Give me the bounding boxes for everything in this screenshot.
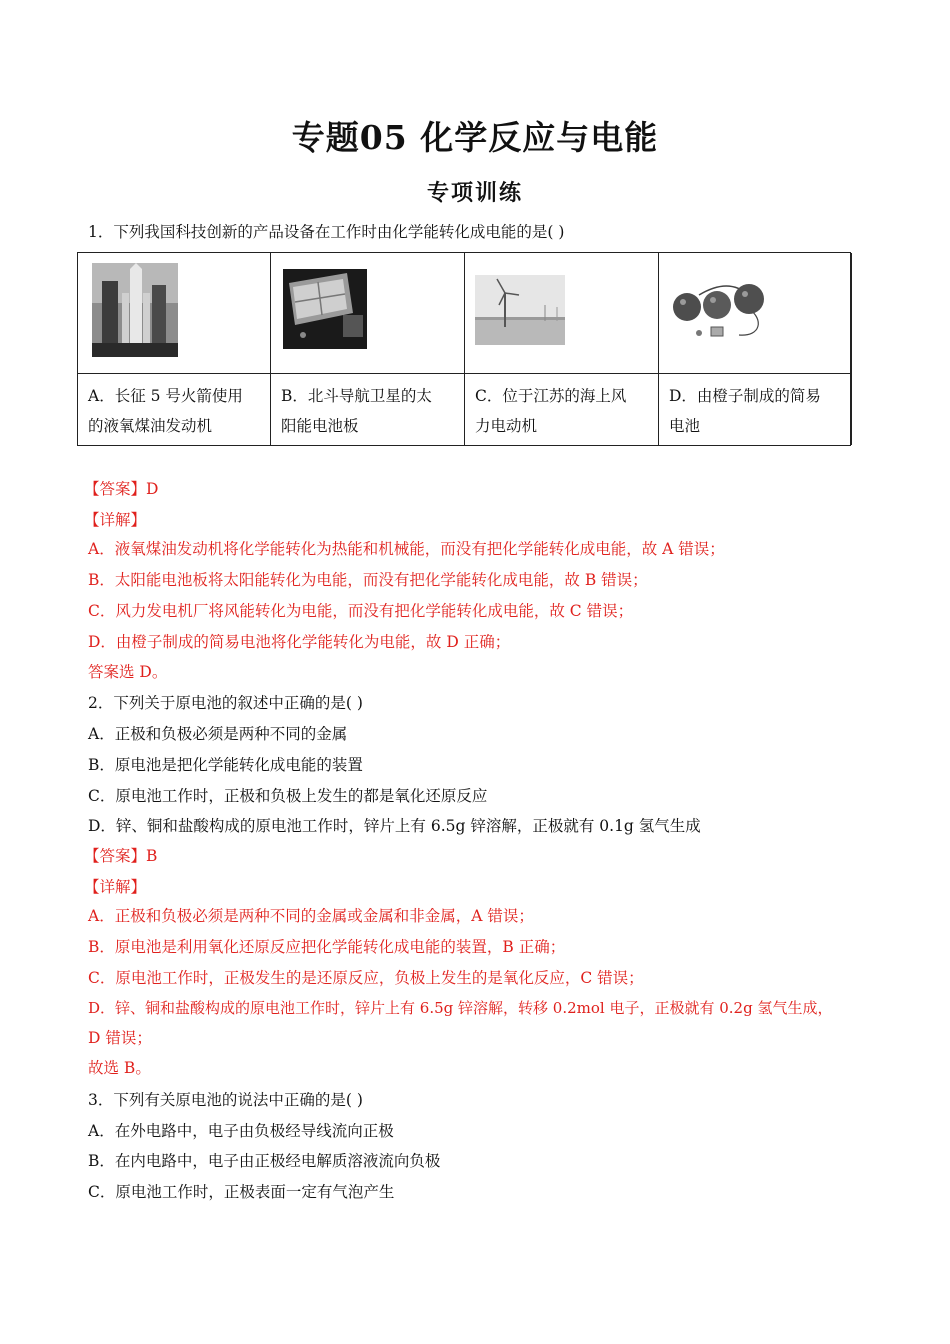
rocket-photo-icon <box>92 263 178 357</box>
wind-turbine-photo-icon <box>475 275 565 345</box>
question-2-explain-line: D 错误； <box>88 1029 152 1047</box>
question-2-option: C．原电池工作时，正极和负极上发生的都是氧化还原反应 <box>88 787 488 805</box>
question-2-explain-line: B．原电池是利用氧化还原反应把化学能转化成电能的装置，B 正确； <box>88 938 566 956</box>
question-2-stem: 2．下列关于原电池的叙述中正确的是( ) <box>88 694 363 712</box>
question-3-stem: 3．下列有关原电池的说法中正确的是( ) <box>88 1091 363 1109</box>
question-1-explain-line: 答案选 D。 <box>88 663 168 681</box>
question-1-explain-line: B．太阳能电池板将太阳能转化为电能，而没有把化学能转化成电能，故 B 错误； <box>88 571 648 589</box>
option-caption-a: A．长征 5 号火箭使用 的液氧煤油发动机 <box>88 387 243 435</box>
document-title: 专题05 化学反应与电能 <box>291 118 659 157</box>
question-3-option: A．在外电路中，电子由负极经导线流向正极 <box>88 1122 394 1140</box>
question-2-explain-line: D．锌、铜和盐酸构成的原电池工作时，锌片上有 6.5g 锌溶解，转移 0.2mol 电子，正极就有 0.2g 氢气生成， <box>88 999 833 1017</box>
option-caption-c: C．位于江苏的海上风 力电动机 <box>475 387 627 435</box>
question-2-explain-line: A．正极和负极必须是两种不同的金属或金属和非金属，A 错误； <box>88 907 534 925</box>
question-1-explain-line: A．液氧煤油发动机将化学能转化为热能和机械能，而没有把化学能转化成电能，故 A 错误； <box>88 540 725 558</box>
question-3-option: C．原电池工作时，正极表面一定有气泡产生 <box>88 1183 395 1201</box>
question-1-options-table <box>77 252 851 446</box>
question-2-explain-line: C．原电池工作时，正极发生的是还原反应，负极上发生的是氧化反应，C 错误； <box>88 969 644 987</box>
question-1-explain-line: D．由橙子制成的简易电池将化学能转化为电能，故 D 正确； <box>88 633 511 651</box>
question-1-stem: 1．下列我国科技创新的产品设备在工作时由化学能转化成电能的是( ) <box>88 223 565 241</box>
question-1-explain-label: 【详解】 <box>84 511 147 529</box>
question-3-option: B．在内电路中，电子由正极经电解质溶液流向负极 <box>88 1152 441 1170</box>
orange-battery-photo-icon <box>669 275 769 345</box>
question-2-explain-label: 【详解】 <box>84 878 147 896</box>
question-1-explain-line: C．风力发电机厂将风能转化为电能，而没有把化学能转化成电能，故 C 错误； <box>88 602 634 620</box>
question-2-option: D．锌、铜和盐酸构成的原电池工作时，锌片上有 6.5g 锌溶解，正极就有 0.1g 氢气生成 <box>88 817 701 835</box>
question-2-option: B．原电池是把化学能转化成电能的装置 <box>88 756 363 774</box>
satellite-solar-panel-photo-icon <box>283 269 367 349</box>
question-2-option: A．正极和负极必须是两种不同的金属 <box>88 725 348 743</box>
question-1-answer: 【答案】D <box>84 480 159 498</box>
question-2-explain-line: 故选 B。 <box>88 1059 151 1077</box>
option-caption-d: D．由橙子制成的简易 电池 <box>669 387 821 435</box>
section-subtitle: 专项训练 <box>426 180 523 206</box>
question-2-answer: 【答案】B <box>84 847 158 865</box>
option-caption-b: B．北斗导航卫星的太 阳能电池板 <box>281 387 432 435</box>
